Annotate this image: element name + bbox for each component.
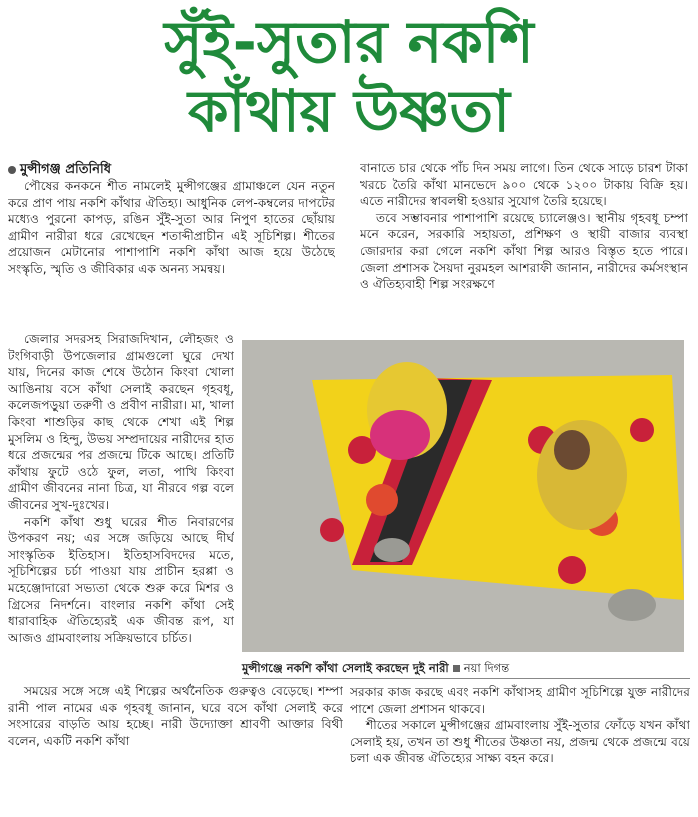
caption-text: মুন্সীগঞ্জে নকশি কাঁথা সেলাই করছেন দুই নারী — [242, 661, 449, 675]
caption-rule — [242, 678, 690, 679]
paragraph-7: সরকার কাজ করছে এবং নকশি কাঁথাসহ গ্রামীণ সূচিশিল্পে যুক্ত নারীদের পাশে জেলা প্রশাসন থাকবে। — [350, 685, 690, 716]
news-photo — [242, 340, 684, 652]
paragraph-5: বানাতে চার থেকে পাঁচ দিন সময় লাগে। তিন থেকে সাড়ে চারশ টাকা খরচে তৈরি কাঁথা মানভেদে ৯০০ থেকে ১২০০ টাকায় বিক্রি হয়। এতে নারীদের স্বাবলম্বী হওয়ার সুযোগ তৈরি হয়েছে। — [360, 161, 688, 209]
article-column-2-bottom — [350, 684, 690, 809]
headline-line-2: কাঁথায় উষ্ণতা — [187, 77, 511, 145]
article-column-1-top — [8, 178, 335, 328]
article-column-1-bottom — [8, 683, 343, 813]
paragraph-6: তবে সম্ভাবনার পাশাপাশি রয়েছে চ্যালেঞ্জও। স্থানীয় গৃহবধূ চম্পা মনে করেন, সরকারি সহায়তা, প্রশিক্ষণ ও স্থায়ী বাজার ব্যবস্থা জোরদার করা গেলে নকশি কাঁথা শিল্প আরও বিস্তৃত হতে পারে। জেলা প্রশাসক সৈয়দা নুরমহল আশরাফী জানান, নারীদের কর্মসংস্থান ও ঐতিহ্যবাহী শিল্প সংরক্ষণে — [360, 210, 688, 292]
stone-weight — [608, 589, 656, 621]
photo-caption — [242, 660, 692, 679]
paragraph-8: শীতের সকালে মুন্সীগঞ্জের গ্রামবাংলায় সুঁই-সুতার ফোঁড়ে যখন কাঁথা সেলাই হয়, তখন তা শুধু শীতের উষ্ণতা নয়, প্রজন্ম থেকে প্রজন্মে বয়ে চলা এক জীবন্ত ঐতিহ্যের সাক্ষ্য বহন করে। — [350, 718, 690, 766]
paragraph-3: নকশি কাঁথা শুধু ঘরের শীত নিবারণের উপকরণ নয়; এর সঙ্গে জড়িয়ে আছে দীর্ঘ সাংস্কৃতিক ইতিহাস। ইতিহাসবিদদের মতে, সূচিশিল্পের চর্চা পাওয়া যায় প্রাচীন হরপ্পা ও মহেঞ্জোদারো সভ্যতা থেকে শুরু করে মিশর ও গ্রিসের নিদর্শনে। বাংলার নকশি কাঁথা সেই ধারাবাহিক ঐতিহ্যেরই এক জীবন্ত রূপ, যা আজও গ্রামবাংলায় সক্রিয়ভাবে চর্চিত। — [8, 514, 234, 645]
square-bullet-icon — [453, 665, 460, 672]
headline — [0, 6, 698, 144]
caption-credit: নয়া দিগন্ত — [463, 661, 510, 675]
article-column-2-top — [360, 160, 688, 338]
paragraph-2: জেলার সদরসহ সিরাজদিখান, লৌহজং ও টংগিবাড়ী উপজেলার গ্রামগুলো ঘুরে দেখা যায়, দিনের কাজ শেষে উঠোন কিংবা খোলা আঙিনায় বসে কাঁথা সেলাই করছেন গৃহবধূ, কলেজপড়ুয়া তরুণী ও প্রবীণ নারীরা। মা, খালা কিংবা শাশুড়ির কাছ থেকে শেখা এই শিল্প মুসলিম ও হিন্দু, উভয় সম্প্রদায়ের নারীদের হাত ধরে প্রজন্মের পর প্রজন্মে টিকে আছে। প্রতিটি কাঁথায় ফুটে ওঠে ফুল, লতা, পাখি কিংবা গ্রামীণ জীবনের নানা চিত্র, যা নীরবে গল্প বলে জীবনের সুখ-দুঃখের। — [8, 332, 234, 512]
paragraph-4: সময়ের সঙ্গে সঙ্গে এই শিল্পের অর্থনৈতিক গুরুত্বও বেড়েছে। শম্পা রানী পাল নামের এক গৃহবধূ জানান, ঘরে বসে কাঁথা সেলাই করে সংসারের বাড়তি আয় হচ্ছে। নারী উদ্যোক্তা শ্রাবণী আক্তার বিথী বলেন, একটি নকশি কাঁথা — [8, 684, 343, 748]
paragraph-1: পৌষের কনকনে শীত নামলেই মুন্সীগঞ্জের গ্রামাঞ্চলে যেন নতুন করে প্রাণ পায় নকশি কাঁথার ঐতিহ্য। আধুনিক লেপ-কম্বলের দাপটের মধ্যেও পুরনো কাপড়, রঙিন সুঁই-সুতা আর নিপুণ হাতের ছোঁয়ায় গ্রামীণ নারীরা ধরে রেখেছেন শতাব্দীপ্রাচীন এই সূচিশিল্প। শীতের প্রয়োজন মেটানোর পাশাপাশি নকশি কাঁথা আজ হয়ে উঠেছে সংস্কৃতি, স্মৃতি ও জীবিকার এক অনন্য সমন্বয়। — [8, 179, 335, 276]
bullet-icon — [8, 166, 16, 174]
headline-line-1: সুঁই-সুতার নকশি — [164, 8, 534, 76]
byline-text: মুন্সীগঞ্জ প্রতিনিধি — [20, 162, 111, 177]
stone-weight — [374, 538, 410, 562]
quilt-stitching-image — [242, 340, 684, 652]
